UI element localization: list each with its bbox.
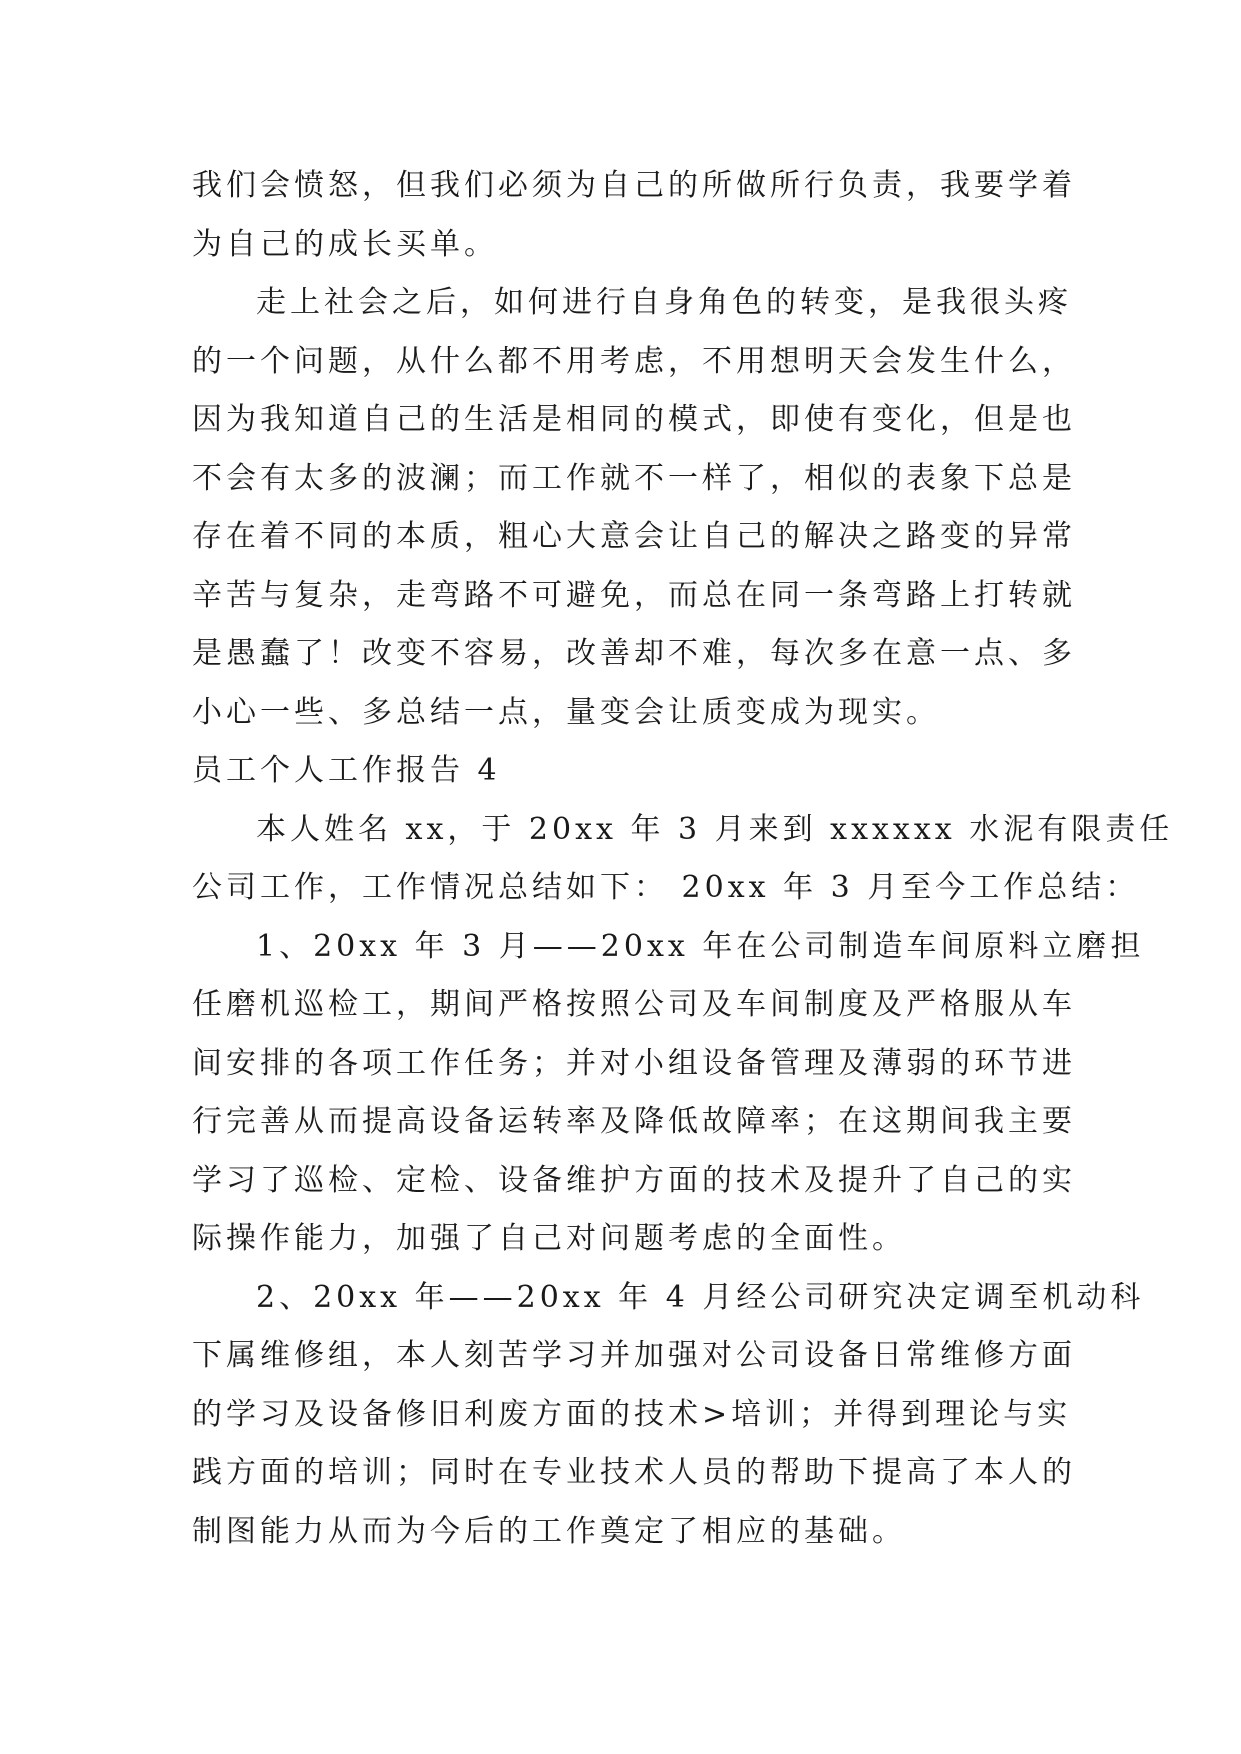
paragraph-line: 不会有太多的波澜；而工作就不一样了，相似的表象下总是 xyxy=(192,460,1076,496)
paragraph-line: 因为我知道自己的生活是相同的模式，即使有变化，但是也 xyxy=(192,402,1076,437)
paragraph-line: 辛苦与复杂，走弯路不可避免，而总在同一条弯路上打转就 xyxy=(192,577,1076,613)
paragraph-line: 2、20xx 年——20xx 年 4 月经公司研究决定调至机动科 xyxy=(256,1279,1145,1315)
paragraph-line: 任磨机巡检工，期间严格按照公司及车间制度及严格服从车 xyxy=(192,987,1076,1022)
paragraph-line: 走上社会之后，如何进行自身角色的转变，是我很头疼 xyxy=(256,285,1072,320)
paragraph-line: 本人姓名 xx，于 20xx 年 3 月来到 xxxxxx 水泥有限责任 xyxy=(256,811,1174,847)
paragraph-line: 我们会愤怒，但我们必须为自己的所做所行负责，我要学着 xyxy=(192,168,1076,203)
paragraph-line: 是愚蠢了！改变不容易，改善却不难，每次多在意一点、多 xyxy=(192,636,1076,671)
paragraph-line: 际操作能力，加强了自己对问题考虑的全面性。 xyxy=(192,1221,906,1256)
paragraph-line: 制图能力从而为今后的工作奠定了相应的基础。 xyxy=(192,1513,906,1549)
paragraph-line: 行完善从而提高设备运转率及降低故障率；在这期间我主要 xyxy=(192,1104,1076,1139)
paragraph-line: 学习了巡检、定检、设备维护方面的技术及提升了自己的实 xyxy=(192,1162,1076,1198)
paragraph-line: 存在着不同的本质，粗心大意会让自己的解决之路变的异常 xyxy=(192,519,1076,554)
document-page xyxy=(192,157,1174,1561)
paragraph-line: 下属维修组，本人刻苦学习并加强对公司设备日常维修方面 xyxy=(192,1338,1076,1373)
paragraph-line: 的学习及设备修旧利废方面的技术>培训；并得到理论与实 xyxy=(192,1396,1072,1432)
paragraph-line: 为自己的成长买单。 xyxy=(192,226,498,262)
section-heading: 员工个人工作报告 4 xyxy=(192,753,501,788)
paragraph-line: 践方面的培训；同时在专业技术人员的帮助下提高了本人的 xyxy=(192,1455,1076,1490)
paragraph-line: 的一个问题，从什么都不用考虑，不用想明天会发生什么， xyxy=(192,343,1076,379)
paragraph-line: 1、20xx 年 3 月——20xx 年在公司制造车间原料立磨担 xyxy=(256,928,1145,964)
paragraph-line: 小心一些、多总结一点，量变会让质变成为现实。 xyxy=(192,694,940,730)
paragraph-line: 间安排的各项工作任务；并对小组设备管理及薄弱的环节进 xyxy=(192,1045,1076,1081)
paragraph-line: 公司工作，工作情况总结如下： 20xx 年 3 月至今工作总结： xyxy=(192,870,1140,905)
